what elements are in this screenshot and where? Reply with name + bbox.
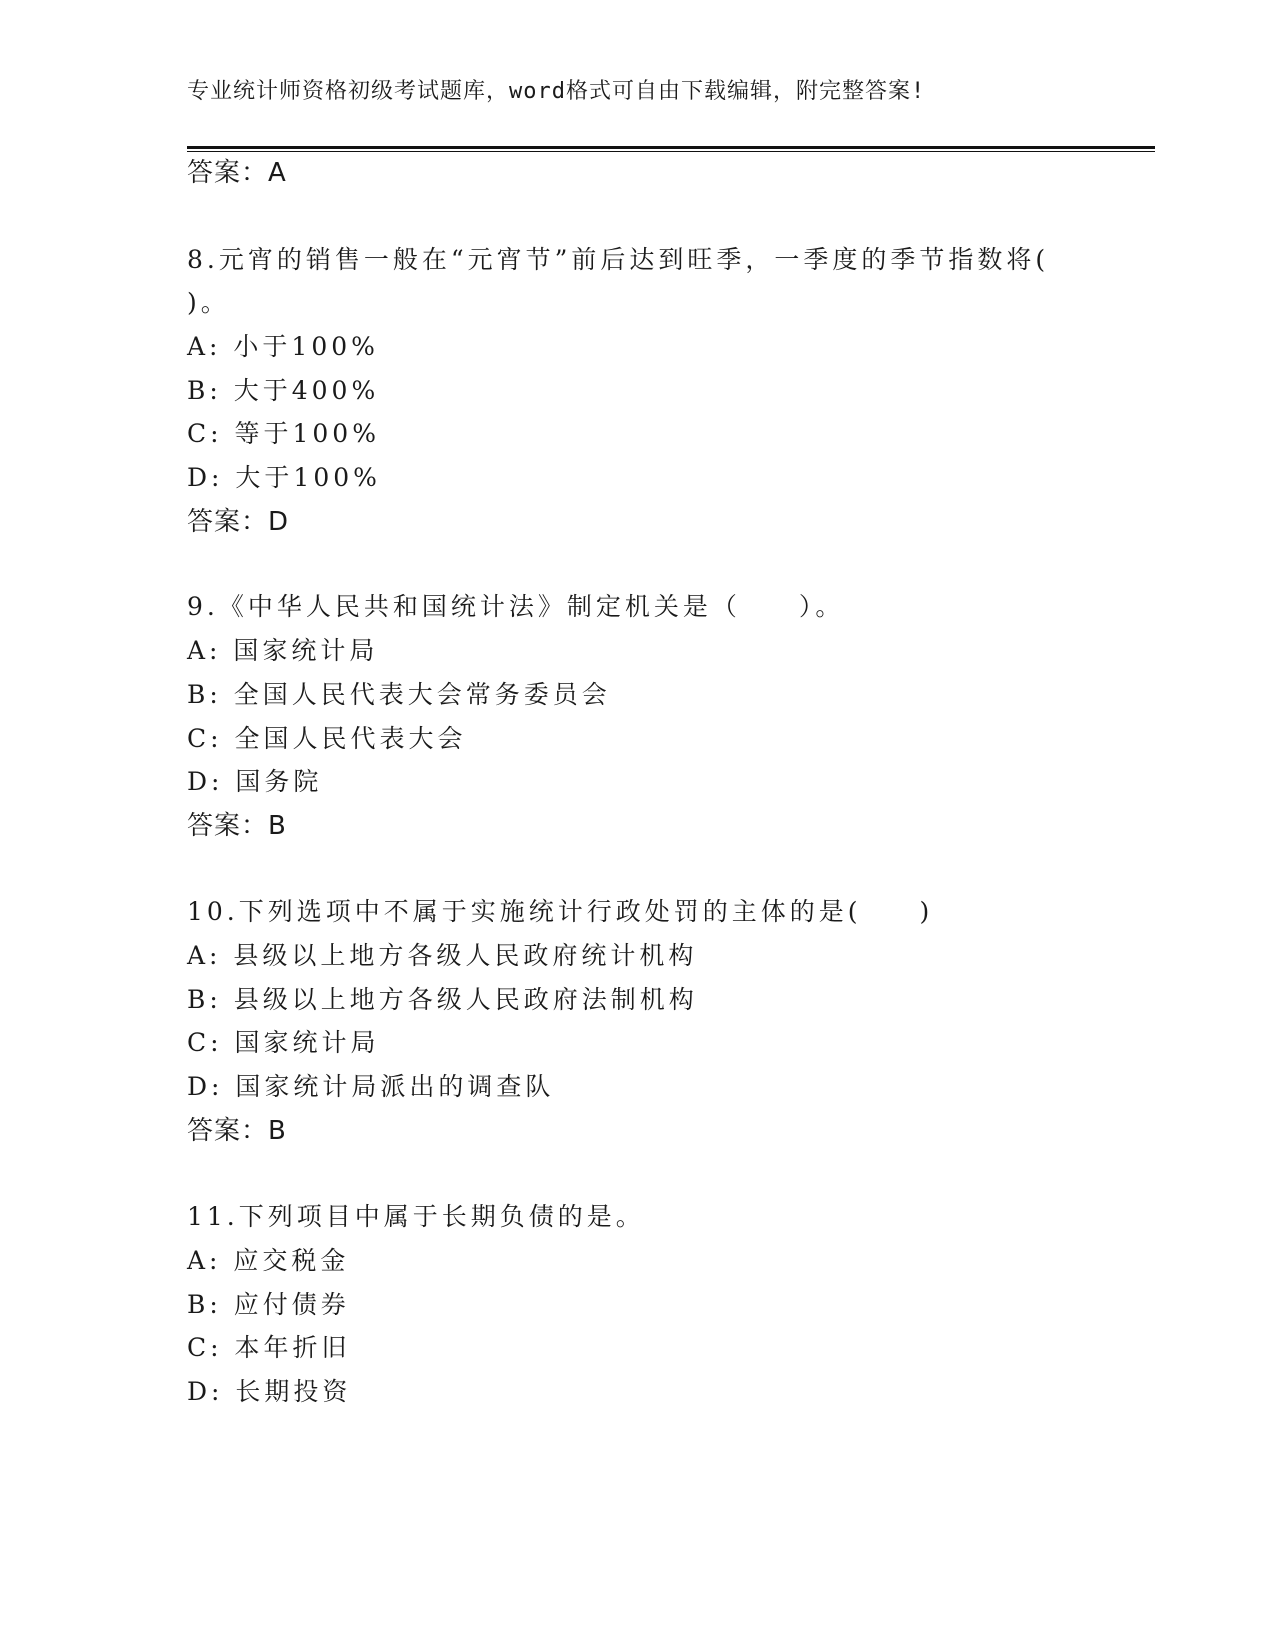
option-b: B: 大于400% xyxy=(187,376,380,405)
option-a: A: 县级以上地方各级人民政府统计机构 xyxy=(187,941,698,970)
option-a: A: 应交税金 xyxy=(187,1246,350,1275)
option-c: C: 全国人民代表大会 xyxy=(187,724,467,753)
question-stem: 11.下列项目中属于长期负债的是。 xyxy=(187,1202,645,1231)
option-c: C: 本年折旧 xyxy=(187,1333,351,1362)
option-d: D: 国家统计局派出的调查队 xyxy=(187,1072,555,1101)
option-b: B: 全国人民代表大会常务委员会 xyxy=(187,680,611,709)
option-c: C: 国家统计局 xyxy=(187,1028,380,1057)
answer: 答案：D xyxy=(187,507,290,537)
question-stem: 8.元宵的销售一般在“元宵节”前后达到旺季，一季度的季节指数将( xyxy=(187,245,1050,274)
question-stem: 10.下列选项中不属于实施统计行政处罚的主体的是( ) xyxy=(187,897,934,926)
page-header: 专业统计师资格初级考试题库，word格式可自由下载编辑，附完整答案! xyxy=(187,79,926,104)
header-rule-thick xyxy=(187,146,1155,149)
option-b: B: 应付债券 xyxy=(187,1290,350,1319)
option-d: D: 长期投资 xyxy=(187,1377,352,1406)
question-stem-continued: )。 xyxy=(187,288,230,317)
answer: 答案：B xyxy=(187,811,287,841)
option-a: A: 国家统计局 xyxy=(187,636,379,665)
option-b: B: 县级以上地方各级人民政府法制机构 xyxy=(187,985,698,1014)
question-stem: 9.《中华人民共和国统计法》制定机关是（ ）。 xyxy=(187,592,845,621)
answer: 答案：B xyxy=(187,1116,287,1146)
option-d: D: 大于100% xyxy=(187,463,381,492)
option-c: C: 等于100% xyxy=(187,419,380,448)
option-d: D: 国务院 xyxy=(187,767,323,796)
option-a: A: 小于100% xyxy=(187,332,379,361)
previous-answer: 答案：A xyxy=(187,158,287,188)
header-rule-thin xyxy=(187,151,1155,152)
